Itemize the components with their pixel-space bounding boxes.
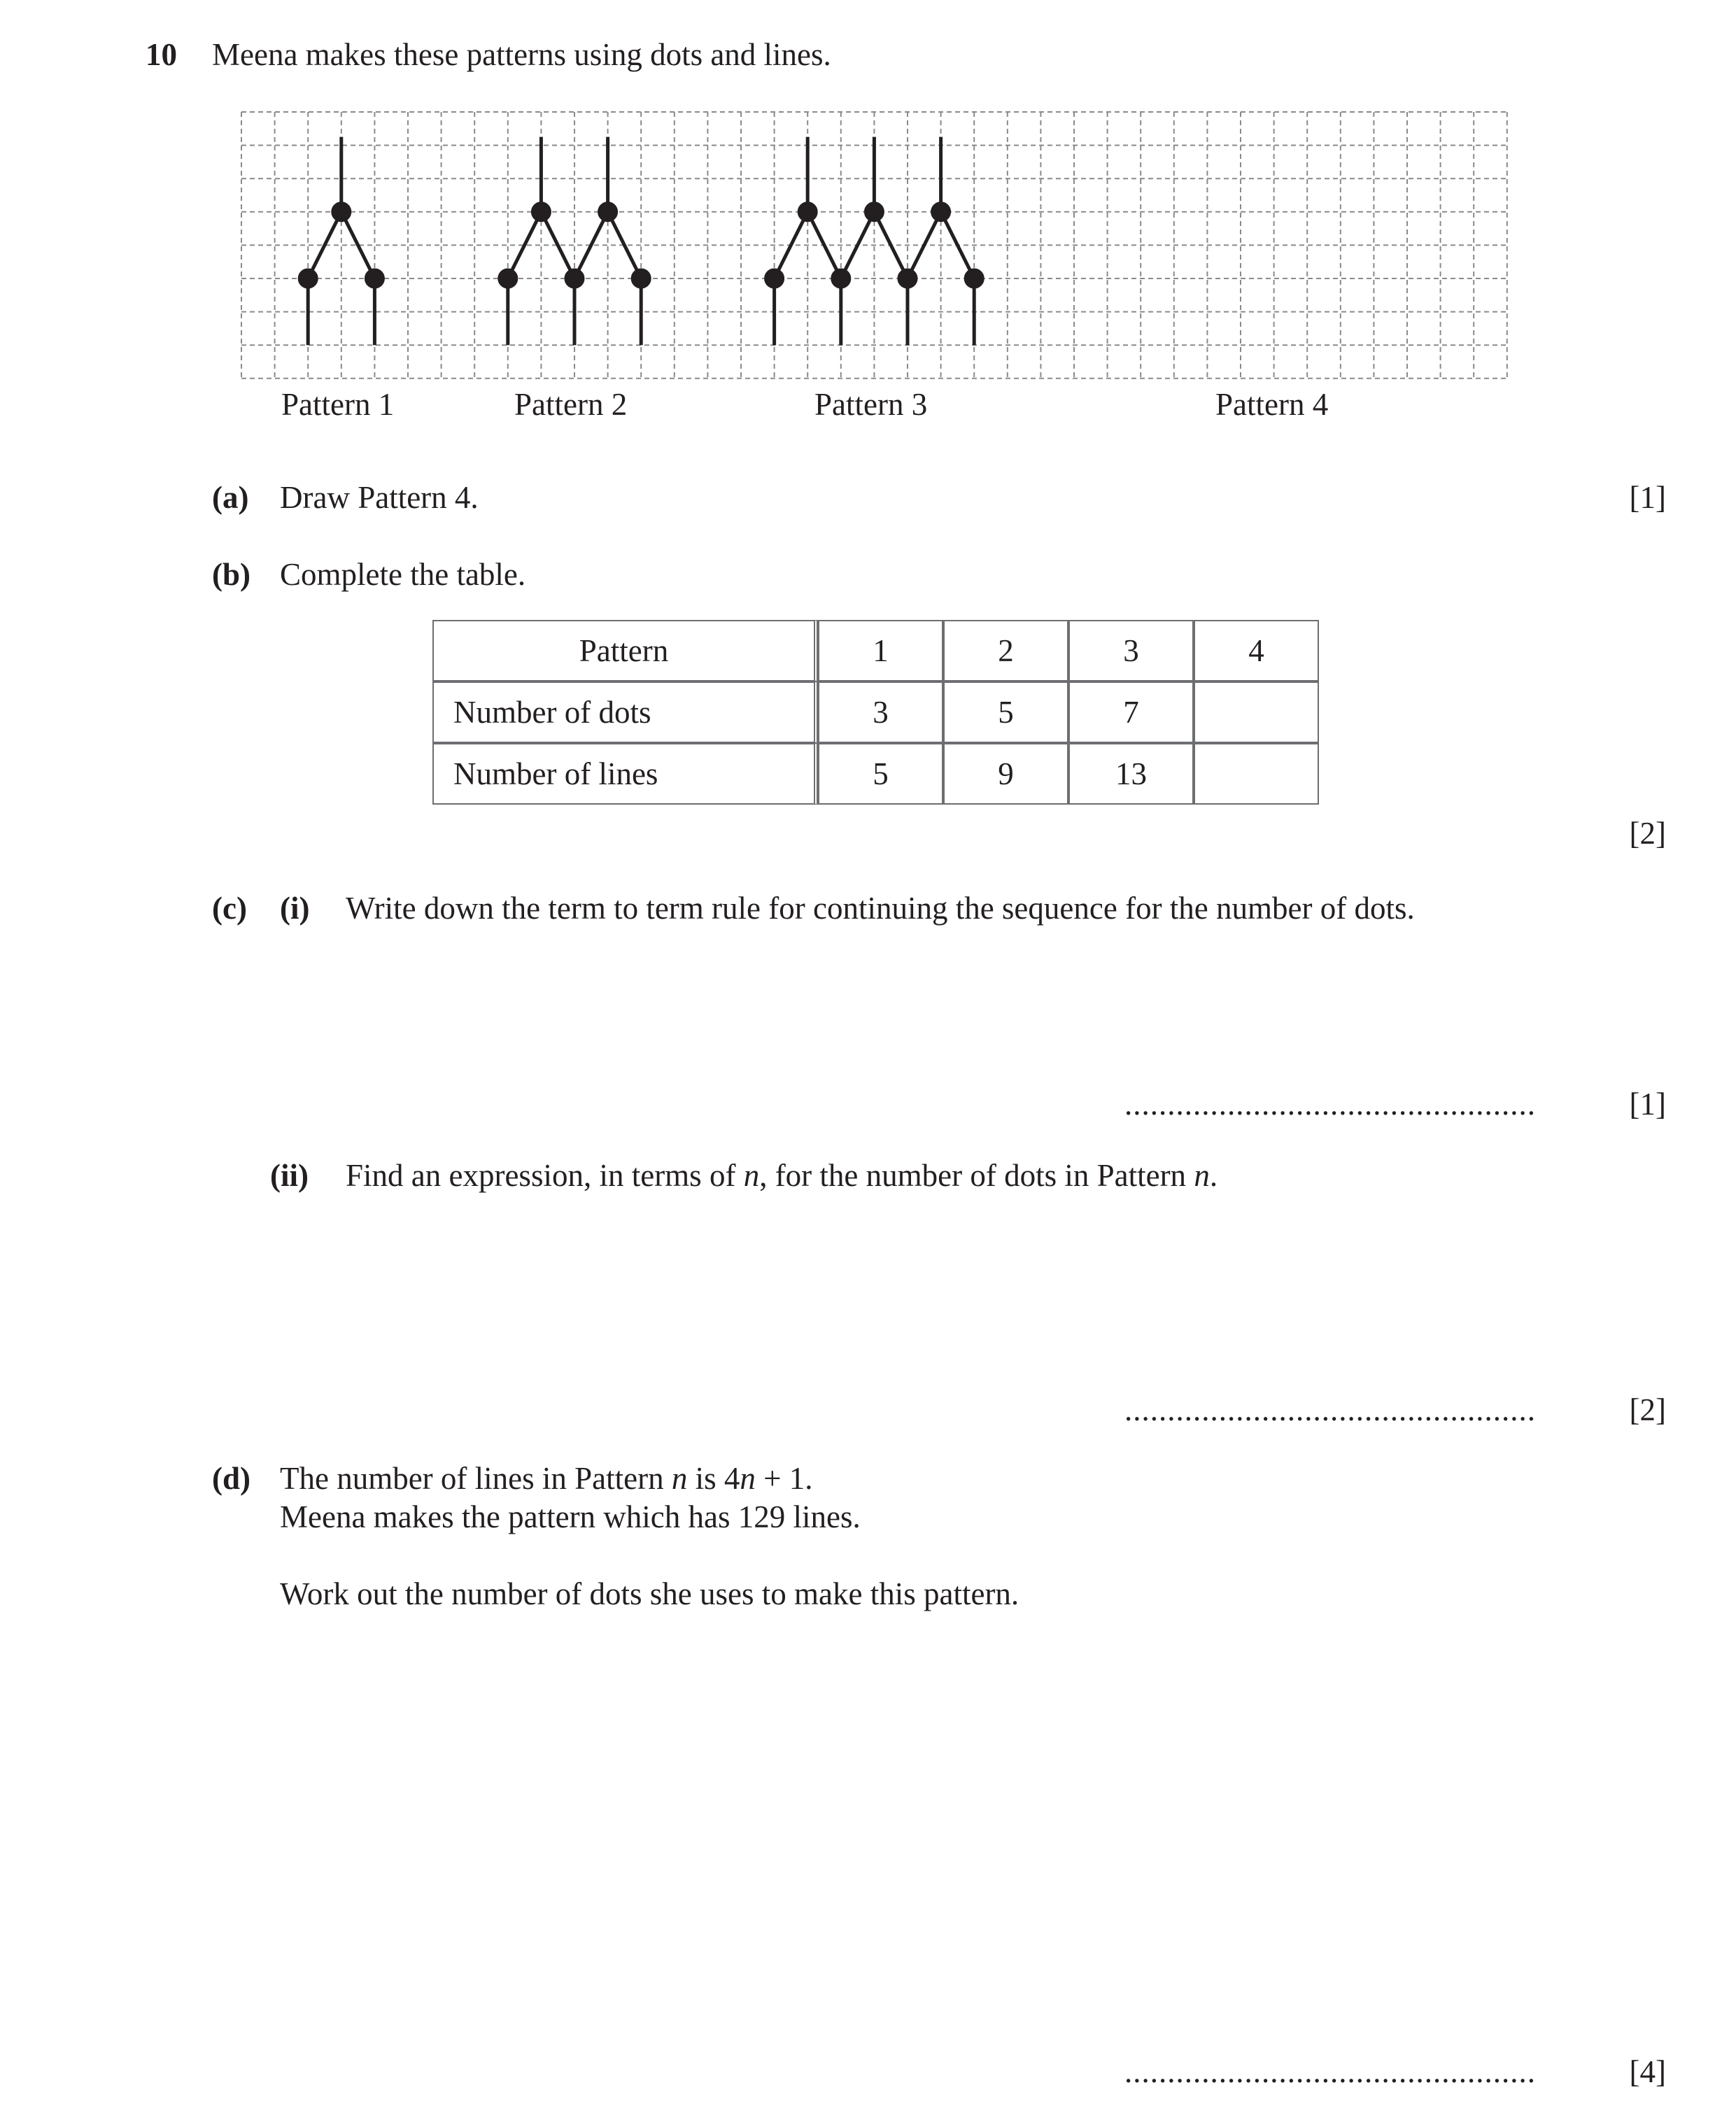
part-a-marks: [1] bbox=[1629, 480, 1666, 515]
pattern-dot bbox=[833, 270, 849, 287]
part-d-line2: Meena makes the pattern which has 129 lines. bbox=[280, 1499, 861, 1534]
pattern-dot bbox=[600, 204, 616, 220]
table-pattern-3: 3 bbox=[1068, 620, 1194, 681]
table-header-label: Pattern bbox=[432, 620, 818, 681]
table-cell: 5 bbox=[818, 743, 943, 805]
answer-cell-dots-4[interactable] bbox=[1194, 681, 1319, 743]
part-b-label: (b) bbox=[212, 557, 250, 592]
part-c-i-marks: [1] bbox=[1629, 1087, 1666, 1122]
pattern-dot bbox=[532, 204, 549, 220]
part-c-label: (c) bbox=[212, 891, 247, 926]
part-c-ii-label: (ii) bbox=[270, 1158, 309, 1193]
table-pattern-1: 1 bbox=[818, 620, 943, 681]
pattern-dot bbox=[633, 270, 649, 287]
pattern-label-1: Pattern 1 bbox=[281, 387, 395, 422]
question-number: 10 bbox=[146, 37, 177, 72]
pattern-dot bbox=[566, 270, 583, 287]
pattern-dot bbox=[899, 270, 916, 287]
pattern-dot bbox=[500, 270, 516, 287]
pattern-diagram bbox=[0, 0, 1736, 434]
answer-line-c-i[interactable]: ................................................ bbox=[1124, 1087, 1536, 1122]
pattern-label-4: Pattern 4 bbox=[1215, 387, 1329, 422]
pattern-dot bbox=[933, 204, 950, 220]
answer-line-c-ii[interactable]: ................................................ bbox=[1124, 1392, 1536, 1427]
answer-line-d[interactable]: ................................................ bbox=[1124, 2054, 1536, 2089]
table-row-dots bbox=[432, 681, 1319, 743]
table-pattern-2: 2 bbox=[943, 620, 1068, 681]
pattern-line bbox=[941, 212, 975, 278]
pattern-dot bbox=[766, 270, 783, 287]
table-cell: 13 bbox=[1068, 743, 1194, 805]
table-pattern-4: 4 bbox=[1194, 620, 1319, 681]
pattern-label-3: Pattern 3 bbox=[814, 387, 928, 422]
pattern-dot bbox=[799, 204, 816, 220]
part-b-marks: [2] bbox=[1629, 816, 1666, 851]
part-d-label: (d) bbox=[212, 1461, 250, 1496]
table-row-label-lines: Number of lines bbox=[432, 743, 818, 805]
pattern-line bbox=[874, 212, 908, 278]
part-b-text: Complete the table. bbox=[280, 557, 526, 592]
part-c-i-text: Write down the term to term rule for continuing the sequence for the number of dots. bbox=[346, 891, 1415, 926]
part-c-ii-marks: [2] bbox=[1629, 1392, 1666, 1427]
part-a-text: Draw Pattern 4. bbox=[280, 480, 479, 515]
question-intro: Meena makes these patterns using dots and lines. bbox=[212, 37, 831, 72]
part-d-marks: [4] bbox=[1629, 2054, 1666, 2089]
pattern-dot bbox=[333, 204, 350, 220]
table-cell: 9 bbox=[943, 743, 1068, 805]
part-a-label: (a) bbox=[212, 480, 249, 515]
pattern-dot bbox=[966, 270, 982, 287]
part-d-line3: Work out the number of dots she uses to make this pattern. bbox=[280, 1576, 1019, 1611]
part-c-i-label: (i) bbox=[280, 891, 310, 926]
table-row-label-dots: Number of dots bbox=[432, 681, 818, 743]
sequence-table bbox=[432, 620, 1319, 805]
pattern-dot bbox=[299, 270, 316, 287]
pattern-label-2: Pattern 2 bbox=[514, 387, 628, 422]
table-cell: 7 bbox=[1068, 681, 1194, 743]
table-cell: 3 bbox=[818, 681, 943, 743]
part-c-ii-text: Find an expression, in terms of n, for the number of dots in Pattern n. bbox=[346, 1158, 1218, 1193]
part-d-line1: The number of lines in Pattern n is 4n + 1. bbox=[280, 1461, 813, 1496]
pattern-line bbox=[908, 212, 941, 278]
pattern-dot bbox=[366, 270, 383, 287]
table-row-lines bbox=[432, 743, 1319, 805]
table-header-row bbox=[432, 620, 1319, 681]
pattern-dot bbox=[866, 204, 882, 220]
table-cell: 5 bbox=[943, 681, 1068, 743]
answer-cell-lines-4[interactable] bbox=[1194, 743, 1319, 805]
pattern-line bbox=[841, 212, 875, 278]
